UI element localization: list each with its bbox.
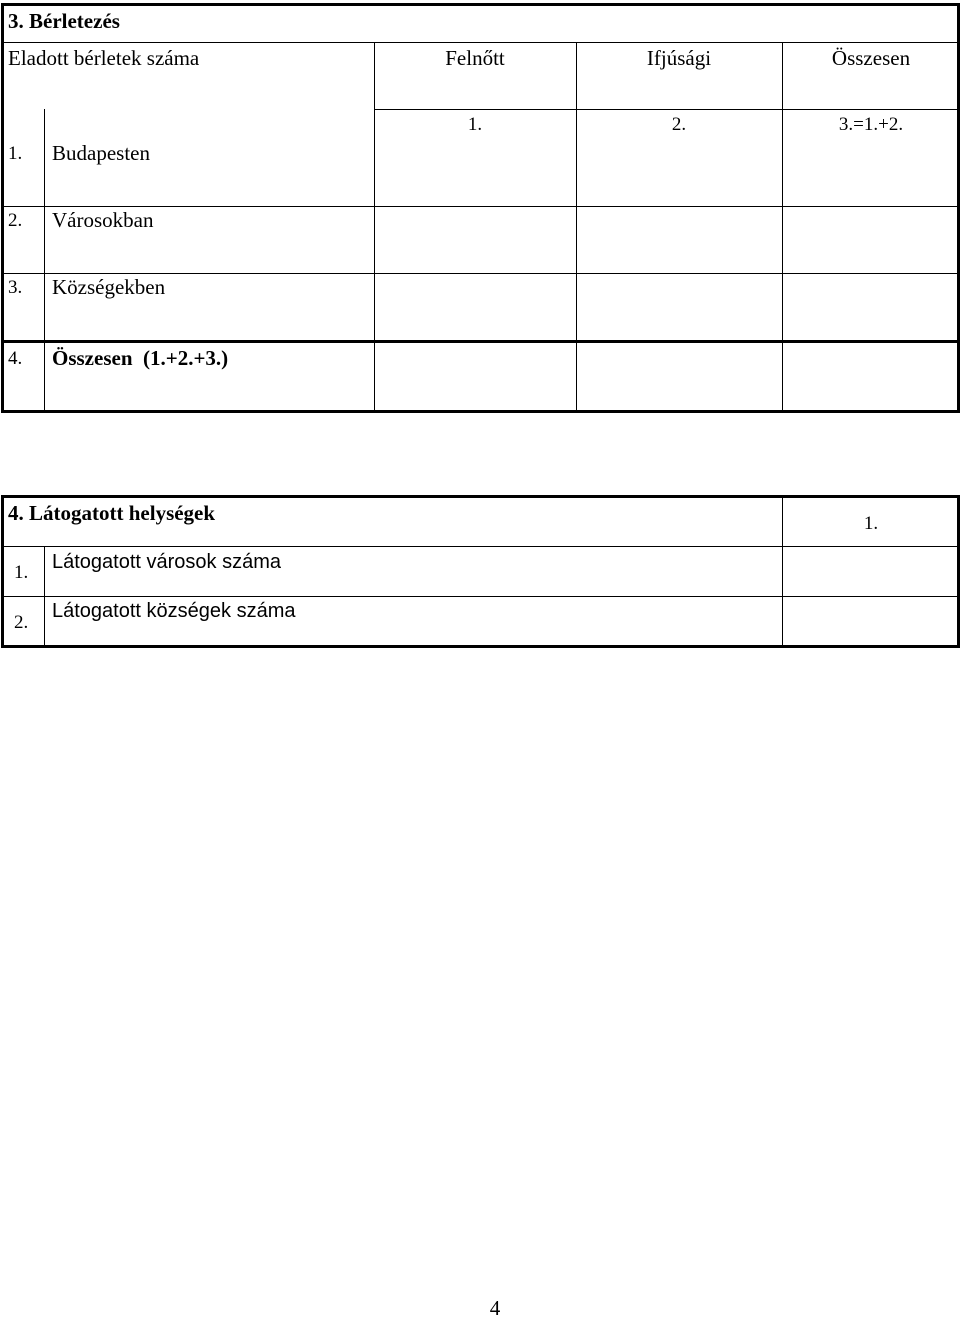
divider bbox=[1, 546, 960, 547]
divider bbox=[44, 109, 45, 412]
header-label: Eladott bérletek száma bbox=[8, 46, 200, 70]
column-header-total: Összesen bbox=[831, 46, 911, 70]
page-number: 4 bbox=[489, 1296, 501, 1320]
row-number: 2. bbox=[8, 210, 23, 231]
column-code-adult: 1. bbox=[467, 114, 483, 135]
column-code-youth: 2. bbox=[671, 114, 687, 135]
row-number: 2. bbox=[14, 612, 29, 633]
row-label-cities: Városokban bbox=[52, 208, 154, 232]
divider bbox=[1, 340, 960, 343]
divider bbox=[374, 109, 960, 110]
divider bbox=[576, 42, 577, 412]
divider bbox=[1, 42, 960, 43]
row-number: 1. bbox=[8, 143, 23, 164]
row-number: 3. bbox=[8, 277, 23, 298]
divider bbox=[1, 206, 960, 207]
divider bbox=[1, 596, 960, 597]
column-header-youth: Ifjúsági bbox=[646, 46, 712, 70]
divider bbox=[44, 546, 45, 647]
row-label-visited-cities: Látogatott városok száma bbox=[52, 551, 282, 573]
divider bbox=[1, 273, 960, 274]
row-label-villages: Községekben bbox=[52, 275, 166, 299]
divider bbox=[374, 42, 375, 412]
row-label-visited-villages: Látogatott községek száma bbox=[52, 600, 296, 622]
section3-title: 3. Bérletezés bbox=[8, 9, 120, 33]
divider bbox=[782, 42, 783, 412]
column-header-adult: Felnőtt bbox=[445, 46, 505, 70]
row-label-total: Összesen (1.+2.+3.) bbox=[52, 346, 229, 370]
row-label-budapest: Budapesten bbox=[52, 141, 150, 165]
row-number: 1. bbox=[14, 562, 29, 583]
section4-title: 4. Látogatott helységek bbox=[8, 501, 216, 525]
row-number: 4. bbox=[8, 348, 23, 369]
column-code-total: 3.=1.+2. bbox=[838, 114, 904, 135]
column-code: 1. bbox=[863, 513, 879, 534]
